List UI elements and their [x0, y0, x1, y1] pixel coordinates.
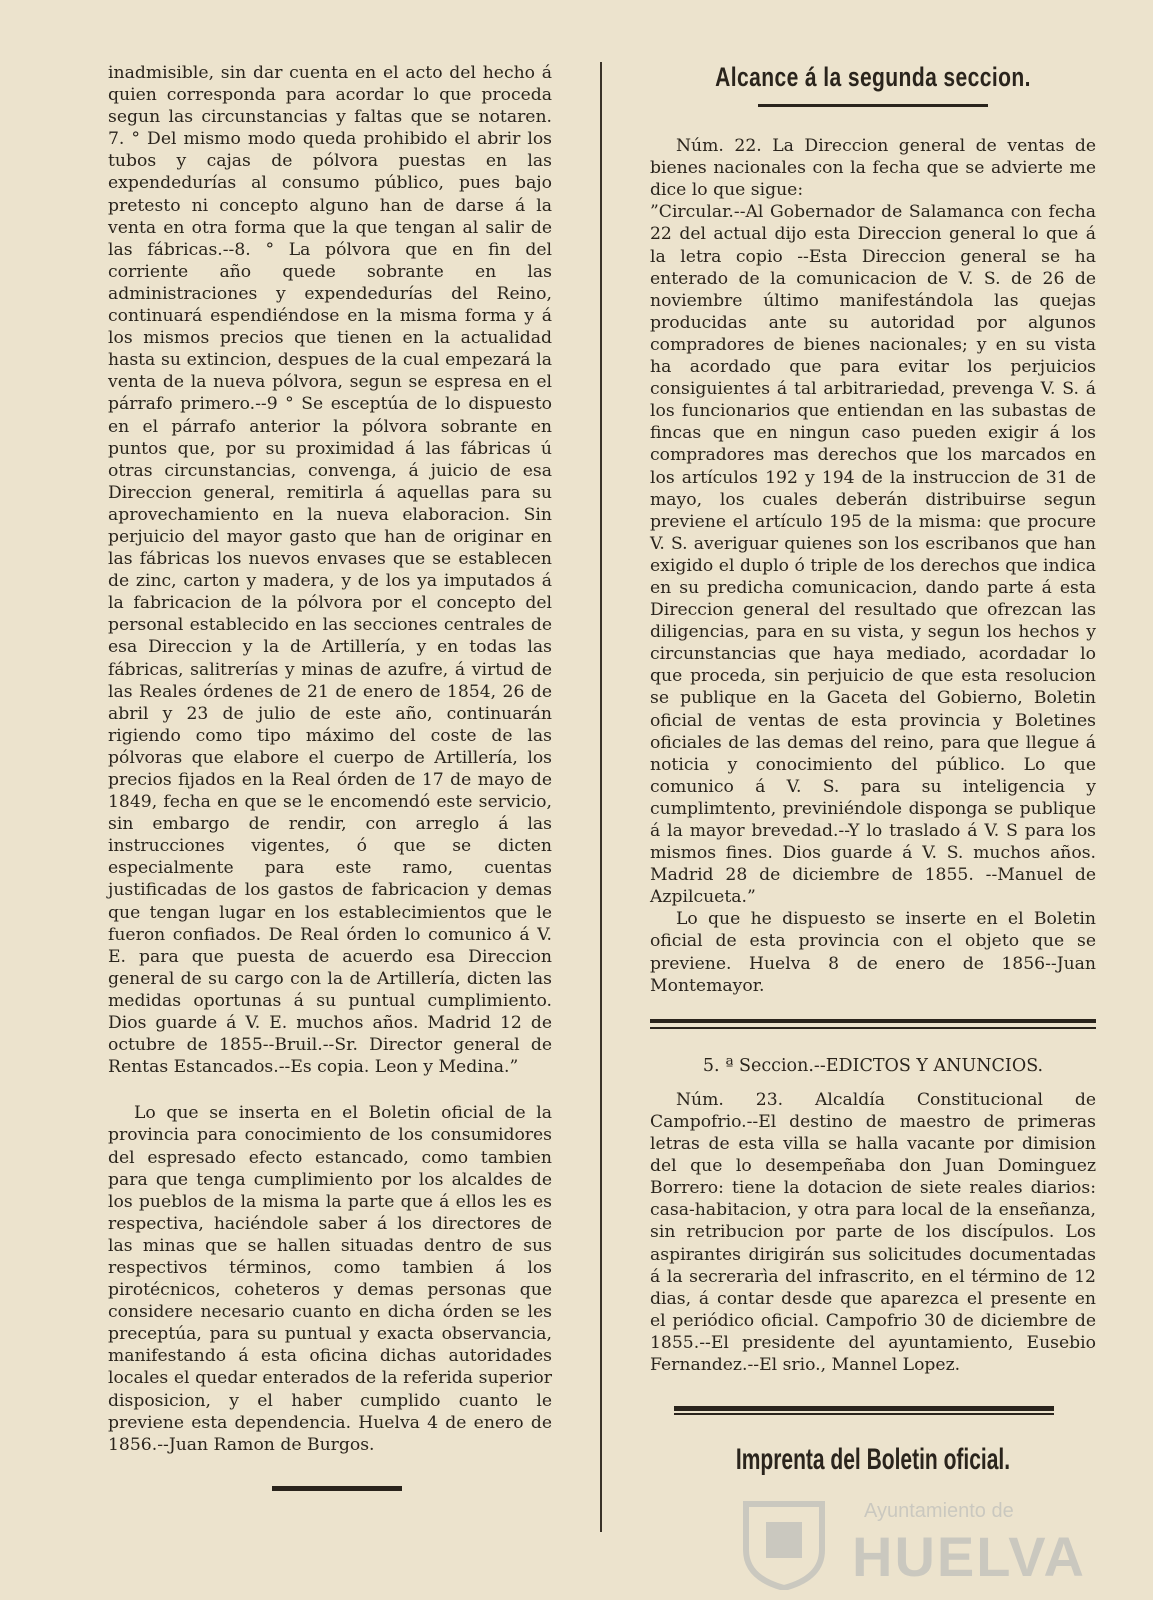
paragraph-gap: [108, 1078, 552, 1102]
footer-rule: [674, 1406, 1054, 1415]
section-divider-rule: [650, 1019, 1096, 1029]
column-divider: [600, 62, 602, 1532]
left-end-rule: [272, 1486, 402, 1491]
section-title: Alcance á la segunda seccion.: [715, 62, 1031, 92]
left-paragraph-2: Lo que se inserta en el Boletin oficial de la provincia para conocimiento de los consumidores del espresado efecto estancado, como tambien para que tenga cumplimiento por los alcaldes de los pueblos de la misma la parte que á ellos les es respectiva, haciéndole saber á los directores de las minas que se hallen situadas dentro de sus respectivos términos, como tambien á los pirotécnicos, coheteros y demas personas que considere necesario cuanto en dicha órden se les preceptúa, para su puntual y exacta observancia, manifestando á esta oficina dichas autoridades locales el quedar enterados de la referida superior disposicion, y el haber cumplido cuanto le previene esta dependencia. Huelva 4 de enero de 1856.--Juan Ramon de Burgos.: [108, 1103, 552, 1455]
left-column: [108, 62, 552, 1456]
notice-22-intro: Núm. 22. La Direccion general de ventas de bienes nacionales con la fecha que se advierte me dice lo que sigue:: [650, 136, 1096, 201]
section-5-heading: 5. ª Seccion.--EDICTOS Y ANUNCIOS.: [702, 1055, 1044, 1076]
archive-watermark: [742, 1500, 1086, 1592]
right-column: [650, 62, 1096, 1477]
watermark-main-text: HUELVA: [852, 1525, 1086, 1588]
shield-icon: [742, 1500, 826, 1590]
watermark-top-text: Ayuntamiento de: [864, 1500, 1014, 1522]
left-paragraph-1: inadmisible, sin dar cuenta en el acto del hecho á quien corresponda para acordar lo que proceda segun las circunstancias y faltas que se notaren. 7. ° Del mismo modo queda prohibido el abrir los tubos y cajas de pólvora puestas en las expendedurías al consumo público, pues bajo pretesto ni concepto alguno han de darse á la venta en otra forma que la que tengan al salir de las fábricas.--8. ° La pólvora que en fin del corriente año quede sobrante en las administraciones y expendedurías del Reino, continuará espendiéndose en la misma forma y á los mismos precios que tienen en la actualidad hasta su extincion, despues de la cual empezará la venta de la nueva pólvora, segun se espresa en el párrafo primero.--9 ° Se esceptúa de lo dispuesto en el párrafo anterior la pólvora sobrante en puntos que, por su proximidad á las fábricas ú otras circunstancias, convenga, á juicio de esa Direccion general, remitirla á aquellas para su aprovechamiento en la nueva elaboracion. Sin perjuicio del mayor gasto que han de originar en las fábricas los nuevos envases que se establecen de zinc, carton y madera, y de los ya imputados á la fabricacion de la pólvora por el concepto del personal establecido en las secciones centrales de esa Direccion y la de Artillería, y en todas las fábricas, salitrerías y minas de azufre, á virtud de las Reales órdenes de 21 de enero de 1854, 26 de abril y 23 de julio de este año, continuarán rigiendo como tipo máximo del coste de las pólvoras que elabore el cuerpo de Artillería, los precios fijados en la Real órden de 17 de mayo de 1849, fecha en que se le encomendó este servicio, sin embargo de rendir, con arreglo á las instrucciones vigentes, ó que se dicten especialmente para este ramo, cuentas justificadas de los gastos de fabricacion y demas que tengan lugar en los establecimientos que le fueron confiados. De Real órden lo comunico á V. E. para que puesta de acuerdo esa Direccion general de su cargo con la de Artillería, dicten las medidas oportunas á su puntual cumplimiento. Dios guarde á V. E. muchos años. Madrid 12 de octubre de 1855--Bruil.--Sr. Director general de Rentas Estancados.--Es copia. Leon y Medina.”: [108, 63, 552, 1078]
notice-22-circular: ”Circular.--Al Gobernador de Salamanca con fecha 22 del actual dijo esta Direccion general lo que á la letra copio --Esta Direccion general se ha enterado de la comunicacion de V. S. de 26 de noviembre último manifestándola las quejas producidas ante su autoridad por algunos compradores de bienes nacionales; y en su vista ha acordado que para evitar los perjuicios consiguientes á tal arbitrariedad, prevenga V. S. á los funcionarios que entiendan en las subastas de fincas que en ningun caso pueden exigir á los compradores mas derechos que los marcados en los artículos 192 y 194 de la instruccion de 31 de mayo, los cuales deberán distribuirse segun previene el artículo 195 de la misma: que procure V. S. averiguar quienes son los escribanos que han exigido el duplo ó triple de los derechos que indica en su predicha comunicacion, dando parte á esta Direccion general del resultado que ofrezcan las diligencias, para en su vista, y segun los hechos y circunstancias que haya mediado, acordadar lo que proceda, sin perjuicio de que esta resolucion se publique en la Gaceta del Gobierno, Boletin oficial de ventas de esta provincia y Boletines oficiales de las demas del reino, para que llegue á noticia y conocimiento del público. Lo que comunico á V. S. para su inteligencia y cumplimtento, previniéndole disponga se publique á la mayor brevedad.--Y lo traslado á V. S para los mismos fines. Dios guarde á V. S. muchos años. Madrid 28 de diciembre de 1855. --Manuel de Azpilcueta.”: [650, 202, 1096, 908]
imprint-line: Imprenta del Boletin oficial.: [735, 1443, 1011, 1477]
title-rule: [758, 104, 988, 107]
notice-22-closing: Lo que he dispuesto se inserte en el Boletin oficial de esta provincia con el objeto que se previene. Huelva 8 de enero de 1856--Juan Montemayor.: [650, 909, 1096, 996]
notice-23: Núm. 23. Alcaldía Constitucional de Campofrio.--El destino de maestro de primeras letras de esta villa se halla vacante por dimision del que lo desempeñaba don Juan Dominguez Borrero: tiene la dotacion de siete reales diarios: casa-habitacion, y otra para local de la enseñanza, sin retribucion por parte de los discípulos. Los aspirantes dirigirán sus solicitudes documentadas á la secrerarìa del infrascrito, en el término de 12 dias, á contar desde que aparezca el presente en el periódico oficial. Campofrio 30 de diciembre de 1855.--El presidente del ayuntamiento, Eusebio Fernandez.--El srio., Mannel Lopez.: [650, 1089, 1096, 1375]
